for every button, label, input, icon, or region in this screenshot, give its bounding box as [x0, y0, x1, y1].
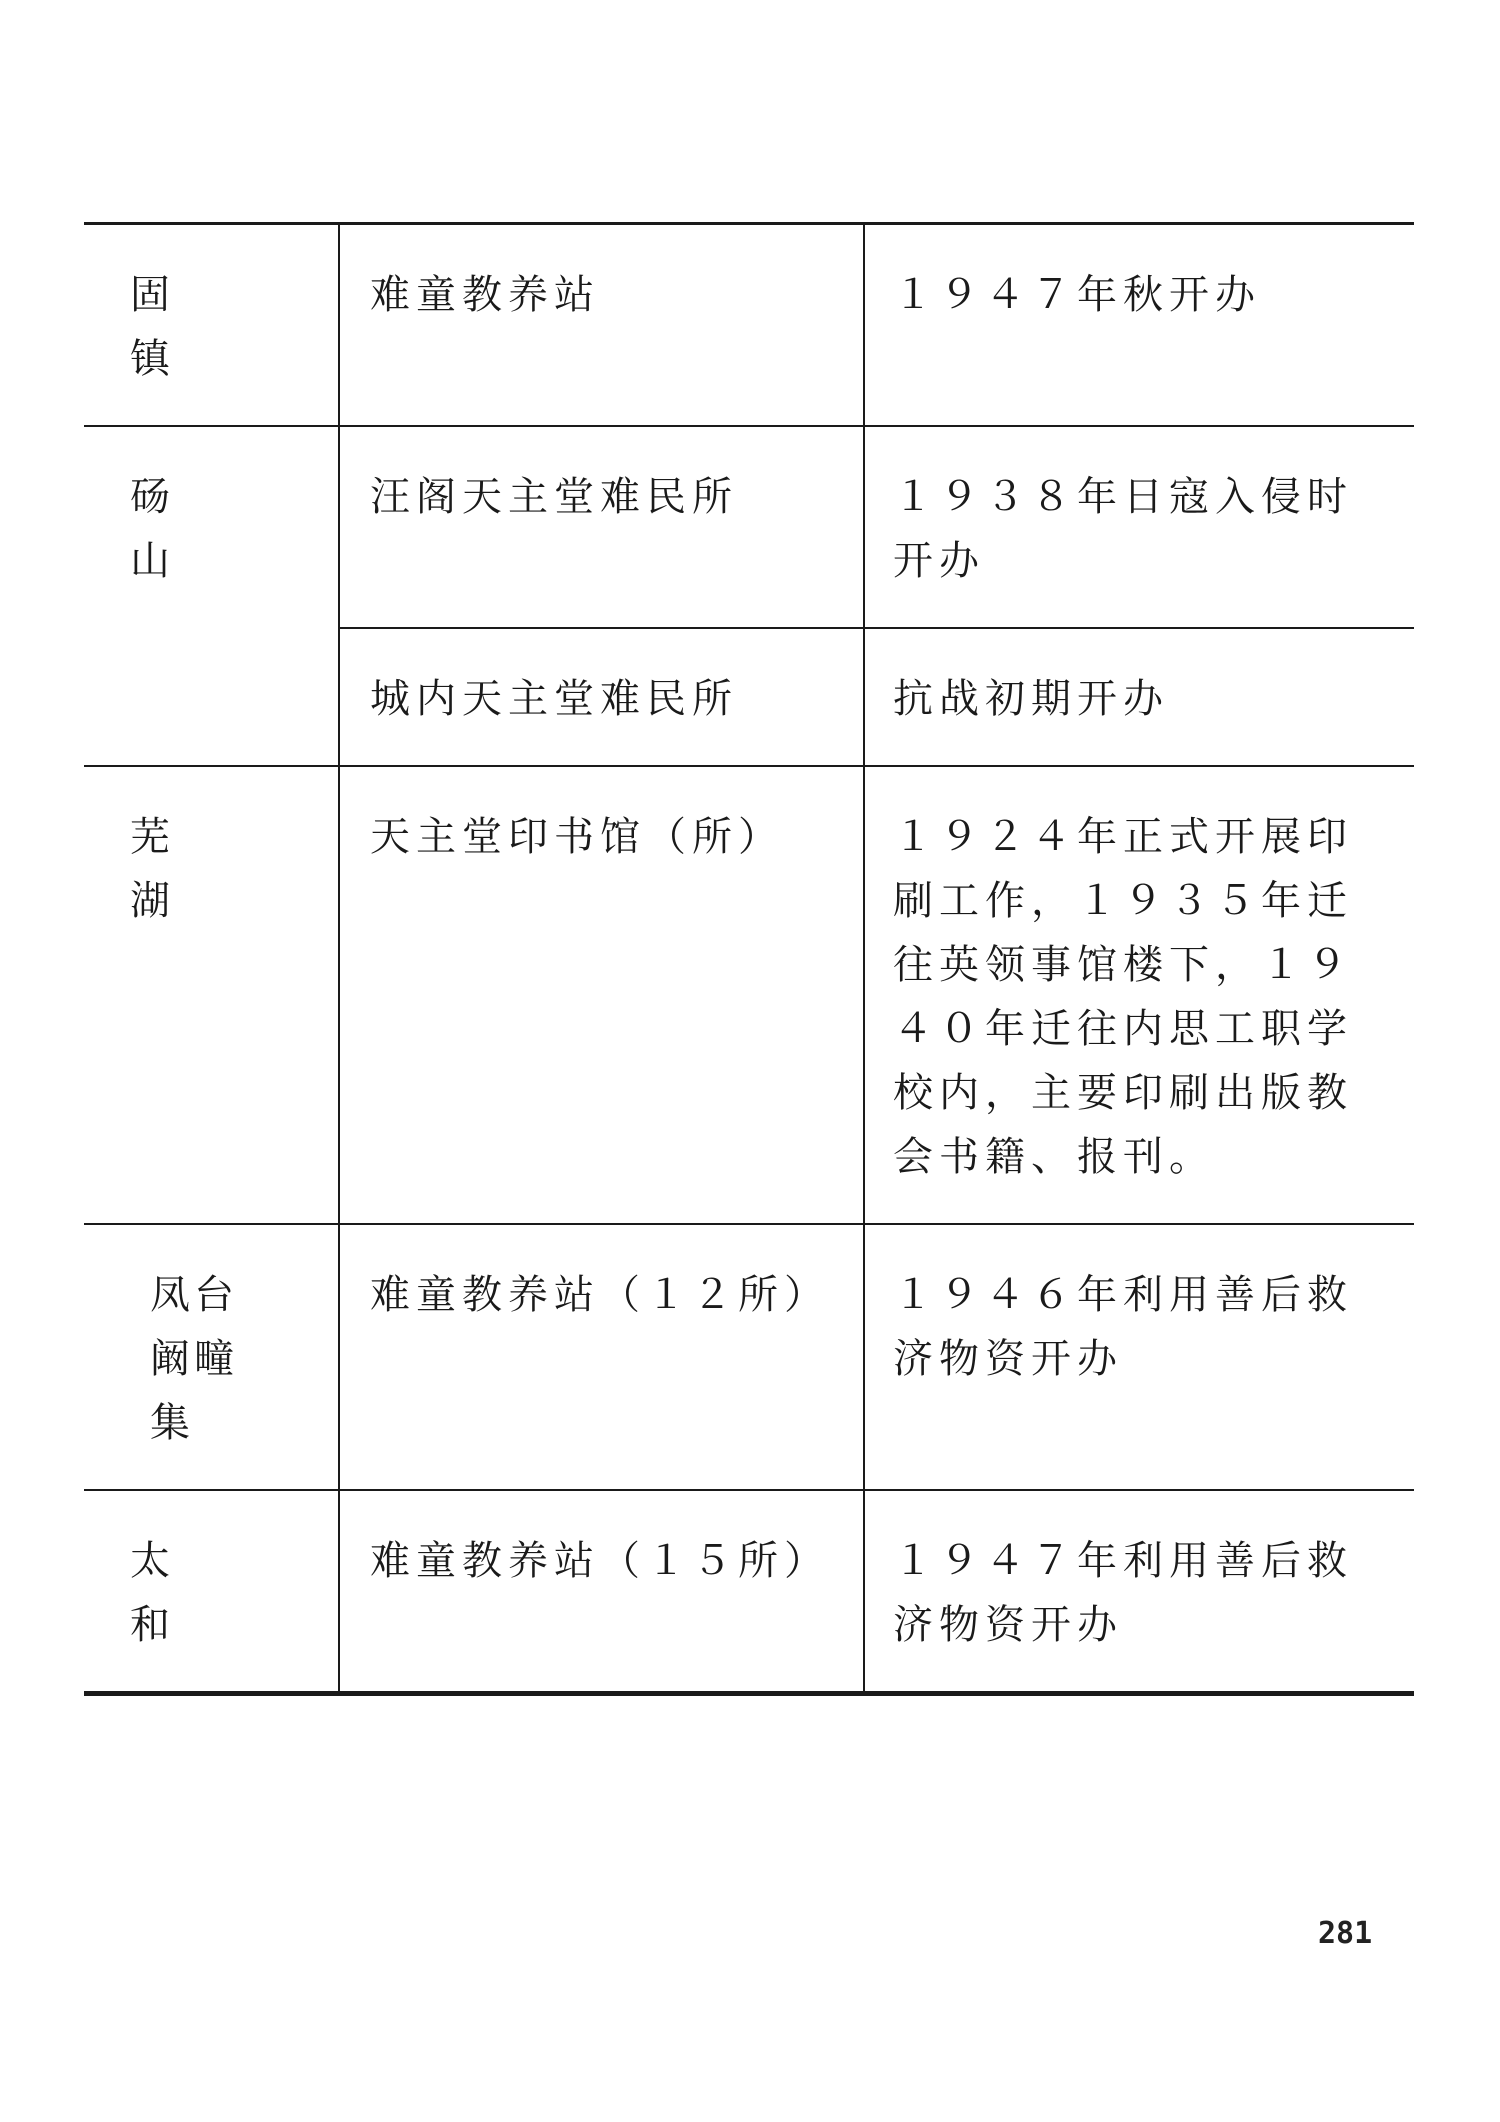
page-number: 281 — [1318, 1916, 1373, 1951]
table-row — [84, 426, 1414, 628]
note-cell: １９４７年利用善后救济物资开办 — [893, 1538, 1353, 1648]
institution-cell: 难童教养站 — [339, 225, 864, 426]
place-cell: 太 和 — [84, 1490, 339, 1691]
place-cell: 固 镇 — [84, 225, 339, 426]
place-text: 凤台阚疃集 — [150, 1272, 238, 1446]
note-cell: １９３８年日寇入侵时开办 — [864, 426, 1414, 628]
institution-cell: 难童教养站（１２所） — [339, 1224, 864, 1490]
note-cell: 抗战初期开办 — [864, 628, 1414, 766]
institution-cell: 城内天主堂难民所 — [339, 628, 864, 766]
table-row — [84, 1224, 1414, 1490]
institutions-table — [84, 222, 1414, 1696]
table-bottom-rule — [84, 1691, 1414, 1696]
table-row — [84, 766, 1414, 1224]
place-cell — [84, 1224, 339, 1490]
place-cell: 芜 湖 — [84, 766, 339, 1224]
table-row — [84, 225, 1414, 426]
note-cell: １９２４年正式开展印刷工作，１９３５年迁往英领事馆楼下，１９４０年迁往内思工职学校内，主要印刷出版教会书籍、报刊。 — [864, 766, 1414, 1224]
place-cell: 砀 山 — [84, 426, 339, 766]
note-cell: １９４６年利用善后救济物资开办 — [864, 1224, 1414, 1490]
institution-cell: 天主堂印书馆（所） — [339, 766, 864, 1224]
institution-cell: 难童教养站（１５所） — [339, 1490, 864, 1691]
institution-cell: 汪阁天主堂难民所 — [339, 426, 864, 628]
table-row — [84, 1490, 1414, 1691]
note-cell: １９４７年秋开办 — [864, 225, 1414, 426]
table — [84, 225, 1414, 1691]
